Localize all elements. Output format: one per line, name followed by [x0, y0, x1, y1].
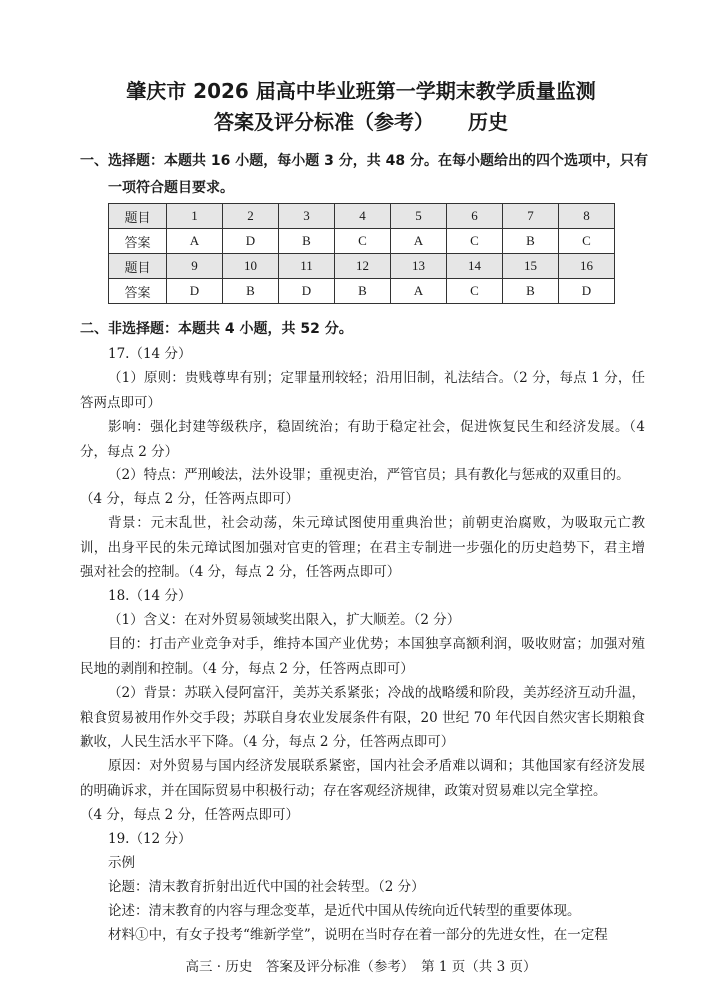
q18-part2-background: （2）背景：苏联入侵阿富汗，美苏关系紧张；冷战的战略缓和阶段，美苏经济互动升温，粮食贸易被用作外交手段；苏联自身农业发展条件有限，20 世纪 70 年代因自然灾害长期粮食歉收，人民生活水平下降。（4 分，每点 2 分，任答两点即可）: [80, 685, 645, 750]
page-title: 肇庆市 2026 届高中毕业班第一学期末教学质量监测: [126, 79, 596, 103]
section1-heading: 一、选择题：本题共 16 小题，每小题 3 分，共 48 分。在每小题给出的四个选项中，只有: [80, 153, 648, 169]
table-row: [109, 254, 615, 279]
q18-header: 18.（14 分）: [108, 588, 192, 604]
table-row-label: 题目: [109, 204, 167, 229]
q17-part2-features-score: （4 分，每点 2 分，任答两点即可）: [80, 491, 300, 507]
table-cell: B: [335, 279, 391, 304]
table-cell: A: [391, 229, 447, 254]
table-cell: D: [223, 229, 279, 254]
table-cell: B: [279, 229, 335, 254]
table-row: [109, 279, 615, 304]
table-row-label: 答案: [109, 229, 167, 254]
table-cell: 9: [167, 254, 223, 279]
section1-heading-cont: 一项符合题目要求。: [108, 180, 234, 196]
q19-example-label: 示例: [108, 855, 135, 871]
q19-thesis: 论题：清末教育折射出近代中国的社会转型。（2 分）: [108, 879, 425, 895]
subject-name: 历史: [468, 110, 508, 134]
table-cell: D: [279, 279, 335, 304]
table-row: [109, 204, 615, 229]
table-cell: C: [559, 229, 615, 254]
table-cell: 7: [503, 204, 559, 229]
table-cell: 3: [279, 204, 335, 229]
table-row-label: 题目: [109, 254, 167, 279]
table-cell: 16: [559, 254, 615, 279]
table-cell: A: [167, 229, 223, 254]
q17-header: 17.（14 分）: [108, 346, 192, 362]
q18-part1-meaning: （1）含义：在对外贸易领域奖出限入，扩大顺差。（2 分）: [108, 612, 461, 628]
page-subtitle: [0, 106, 722, 135]
table-cell: C: [447, 279, 503, 304]
table-cell: D: [167, 279, 223, 304]
table-row-label: 答案: [109, 279, 167, 304]
table-cell: 5: [391, 204, 447, 229]
table-cell: D: [559, 279, 615, 304]
table-cell: A: [391, 279, 447, 304]
table-cell: 10: [223, 254, 279, 279]
table-cell: 14: [447, 254, 503, 279]
table-cell: 6: [447, 204, 503, 229]
table-cell: 4: [335, 204, 391, 229]
table-cell: 2: [223, 204, 279, 229]
page-footer: 高三 · 历史 答案及评分标准（参考） 第 1 页（共 3 页）: [185, 959, 537, 975]
q19-header: 19.（12 分）: [108, 831, 192, 847]
q18-part2-reasons-score: （4 分，每点 2 分，任答两点即可）: [80, 807, 300, 823]
table-cell: 1: [167, 204, 223, 229]
q17-part2-background: 背景：元末乱世，社会动荡，朱元璋试图使用重典治世；前朝吏治腐败，为吸取元亡教训，出身平民的朱元璋试图加强对官吏的管理；在君主专制进一步强化的历史趋势下，君主增强对社会的控制。（4 分，每点 2 分，任答两点即可）: [80, 515, 645, 580]
q19-argument: 论述：清末教育的内容与理念变革，是近代中国从传统向近代转型的重要体现。: [108, 903, 581, 919]
q18-part2-reasons: 原因：对外贸易与国内经济发展联系紧密，国内社会矛盾难以调和；其他国家有经济发展的明确诉求，并在国际贸易中积极行动；存在客观经济规律，政策对贸易难以完全掌控。: [80, 758, 645, 799]
table-cell: C: [447, 229, 503, 254]
q19-material: 材料①中，有女子投考“维新学堂”，说明在当时存在着一部分的先进女性，在一定程: [108, 927, 608, 943]
table-cell: 11: [279, 254, 335, 279]
section2-heading: 二、非选择题：本题共 4 小题，共 52 分。: [80, 321, 353, 337]
q17-part2-features: （2）特点：严刑峻法，法外设罪；重视吏治，严管官员；具有教化与惩戒的双重目的。: [108, 467, 630, 483]
table-cell: B: [223, 279, 279, 304]
q18-part1-purpose: 目的：打击产业竞争对手，维持本国产业优势；本国独享高额利润，吸收财富；加强对殖民地的剥削和控制。（4 分，每点 2 分，任答两点即可）: [80, 636, 645, 677]
table-cell: B: [503, 279, 559, 304]
table-cell: 13: [391, 254, 447, 279]
table-row: [109, 229, 615, 254]
table-cell: 12: [335, 254, 391, 279]
q17-part1-principle: （1）原则：贵贱尊卑有别；定罪量刑较轻；沿用旧制，礼法结合。（2 分，每点 1 分，任答两点即可）: [80, 370, 645, 411]
q17-part1-impact: 影响：强化封建等级秩序，稳固统治；有助于稳定社会，促进恢复民生和经济发展。（4 分，每点 2 分）: [80, 419, 645, 460]
table-cell: B: [503, 229, 559, 254]
table-cell: 8: [559, 204, 615, 229]
subtitle-main: 答案及评分标准（参考）: [214, 110, 434, 134]
answer-table: [108, 203, 615, 304]
table-cell: 15: [503, 254, 559, 279]
table-cell: C: [335, 229, 391, 254]
